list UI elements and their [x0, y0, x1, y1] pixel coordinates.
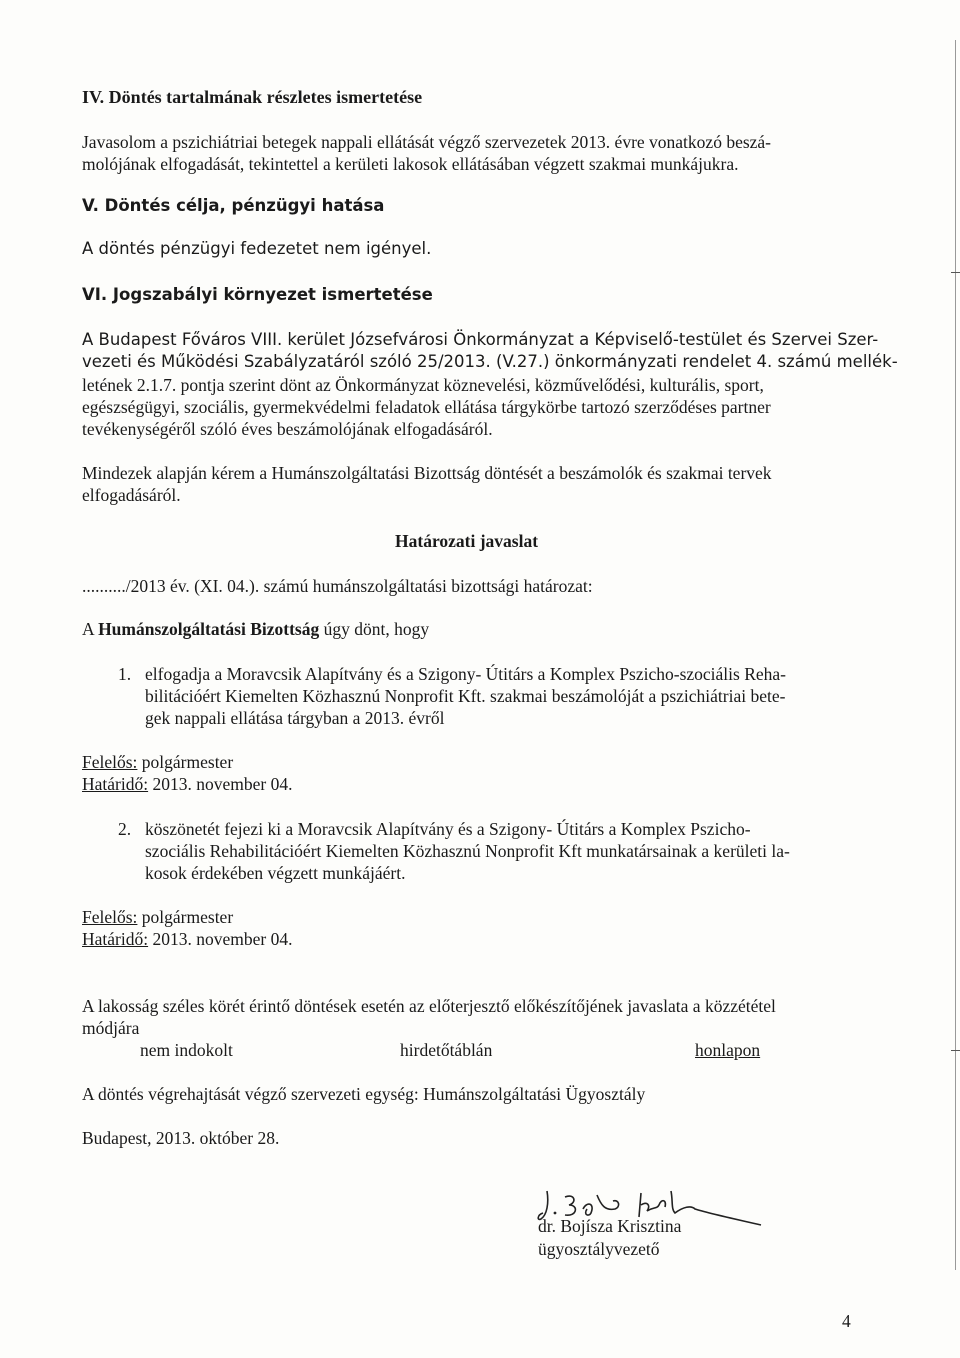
deadline-label: Határidő: [82, 774, 149, 794]
resolution-intro-prefix: A [82, 619, 99, 639]
signatory-name: dr. Bojísza Krisztina [538, 1216, 682, 1236]
executing-unit: A döntés végrehajtását végző szervezeti egység: Humánszolgáltatási Ügyosztály [82, 1084, 646, 1104]
resolution-committee-name: Humánszolgáltatási Bizottság [98, 619, 320, 639]
deadline-line [82, 773, 292, 795]
section-vi-request: Mindezek alapján kérem a Humánszolgáltatási Bizottság döntését a beszámolók és szakmai tervek [82, 463, 772, 483]
item-2-text: kosok érdekében végzett munkájáért. [145, 863, 406, 883]
deadline-value: 2013. november 04. [148, 929, 293, 949]
resolution-intro-suffix: úgy dönt, hogy [319, 619, 430, 639]
publication-option-notice-board: hirdetőtáblán [400, 1040, 493, 1060]
responsible-value: polgármester [137, 752, 234, 772]
item-1-number: 1. [118, 664, 132, 684]
section-vi-text: vezeti és Működési Szabályzatáról szóló 25/2013. (V.27.) önkormányzati rendelet 4. számú mellék- [82, 352, 898, 371]
resolution-intro [82, 618, 429, 640]
signatory-title: ügyosztályvezető [538, 1239, 660, 1259]
deadline-line [82, 928, 292, 950]
section-iv-text: molójának elfogadását, tekintettel a kerületi lakosok ellátásában végzett szakmai munkájukra. [82, 154, 739, 174]
deadline-value: 2013. november 04. [148, 774, 293, 794]
section-vi-text: letének 2.1.7. pontja szerint dönt az Önkormányzat köznevelési, közművelődési, kulturális, sport, [82, 375, 764, 395]
scan-edge-line [951, 1050, 960, 1051]
deadline-label: Határidő: [82, 929, 149, 949]
section-iv-text: Javasolom a pszichiátriai betegek nappali ellátását végző szervezetek 2013. évre vonatkozó beszá- [82, 132, 772, 152]
section-vi-text: A Budapest Főváros VIII. kerület Józsefvárosi Önkormányzat a Képviselő-testület és Szervei Szer- [82, 330, 879, 349]
section-v-text: A döntés pénzügyi fedezetet nem igényel. [82, 239, 432, 258]
resolution-title: Határozati javaslat [395, 531, 539, 551]
publication-option-not-justified: nem indokolt [140, 1040, 233, 1060]
publication-text: A lakosság széles körét érintő döntések esetén az előterjesztő előkészítőjének javaslata a közzététel [82, 996, 776, 1016]
responsible-line [82, 906, 233, 928]
responsible-line [82, 751, 233, 773]
responsible-label: Felelős: [82, 907, 138, 927]
resolution-number-line: ........../2013 év. (XI. 04.). számú humánszolgáltatási bizottsági határozat: [82, 576, 593, 596]
responsible-label: Felelős: [82, 752, 138, 772]
item-2-text: szociális Rehabilitációért Kiemelten Közhasznú Nonprofit Kft munkatársainak a kerületi la- [145, 841, 790, 861]
page-number: 4 [842, 1311, 851, 1331]
publication-text: módjára [82, 1018, 140, 1038]
item-1-text: bilitációért Kiemelten Közhasznú Nonprofit Kft. szakmai beszámolóját a pszichiátriai bete- [145, 686, 786, 706]
section-vi-heading: VI. Jogszabályi környezet ismertetése [82, 285, 433, 304]
publication-option-website: honlapon [695, 1040, 761, 1060]
scan-edge-line [951, 272, 960, 273]
responsible-value: polgármester [137, 907, 234, 927]
date-line: Budapest, 2013. október 28. [82, 1128, 280, 1148]
item-2-number: 2. [118, 819, 132, 839]
scan-edge-line [955, 40, 956, 1270]
section-iv-heading: IV. Döntés tartalmának részletes ismertetése [82, 87, 423, 107]
section-vi-text: egészségügyi, szociális, gyermekvédelmi feladatok ellátása tárgykörbe tartozó szerződéses partner [82, 397, 771, 417]
section-v-heading: V. Döntés célja, pénzügyi hatása [82, 196, 385, 215]
item-1-text: gek nappali ellátása tárgyban a 2013. évről [145, 708, 445, 728]
item-2-text: köszönetét fejezi ki a Moravcsik Alapítvány és a Szigony- Útitárs a Komplex Pszicho- [145, 819, 751, 839]
item-1-text: elfogadja a Moravcsik Alapítvány és a Szigony- Útitárs a Komplex Pszicho-szociális Reha- [145, 664, 787, 684]
section-vi-request: elfogadásáról. [82, 485, 181, 505]
section-vi-text: tevékenységéről szóló éves beszámolójának elfogadásáról. [82, 419, 493, 439]
